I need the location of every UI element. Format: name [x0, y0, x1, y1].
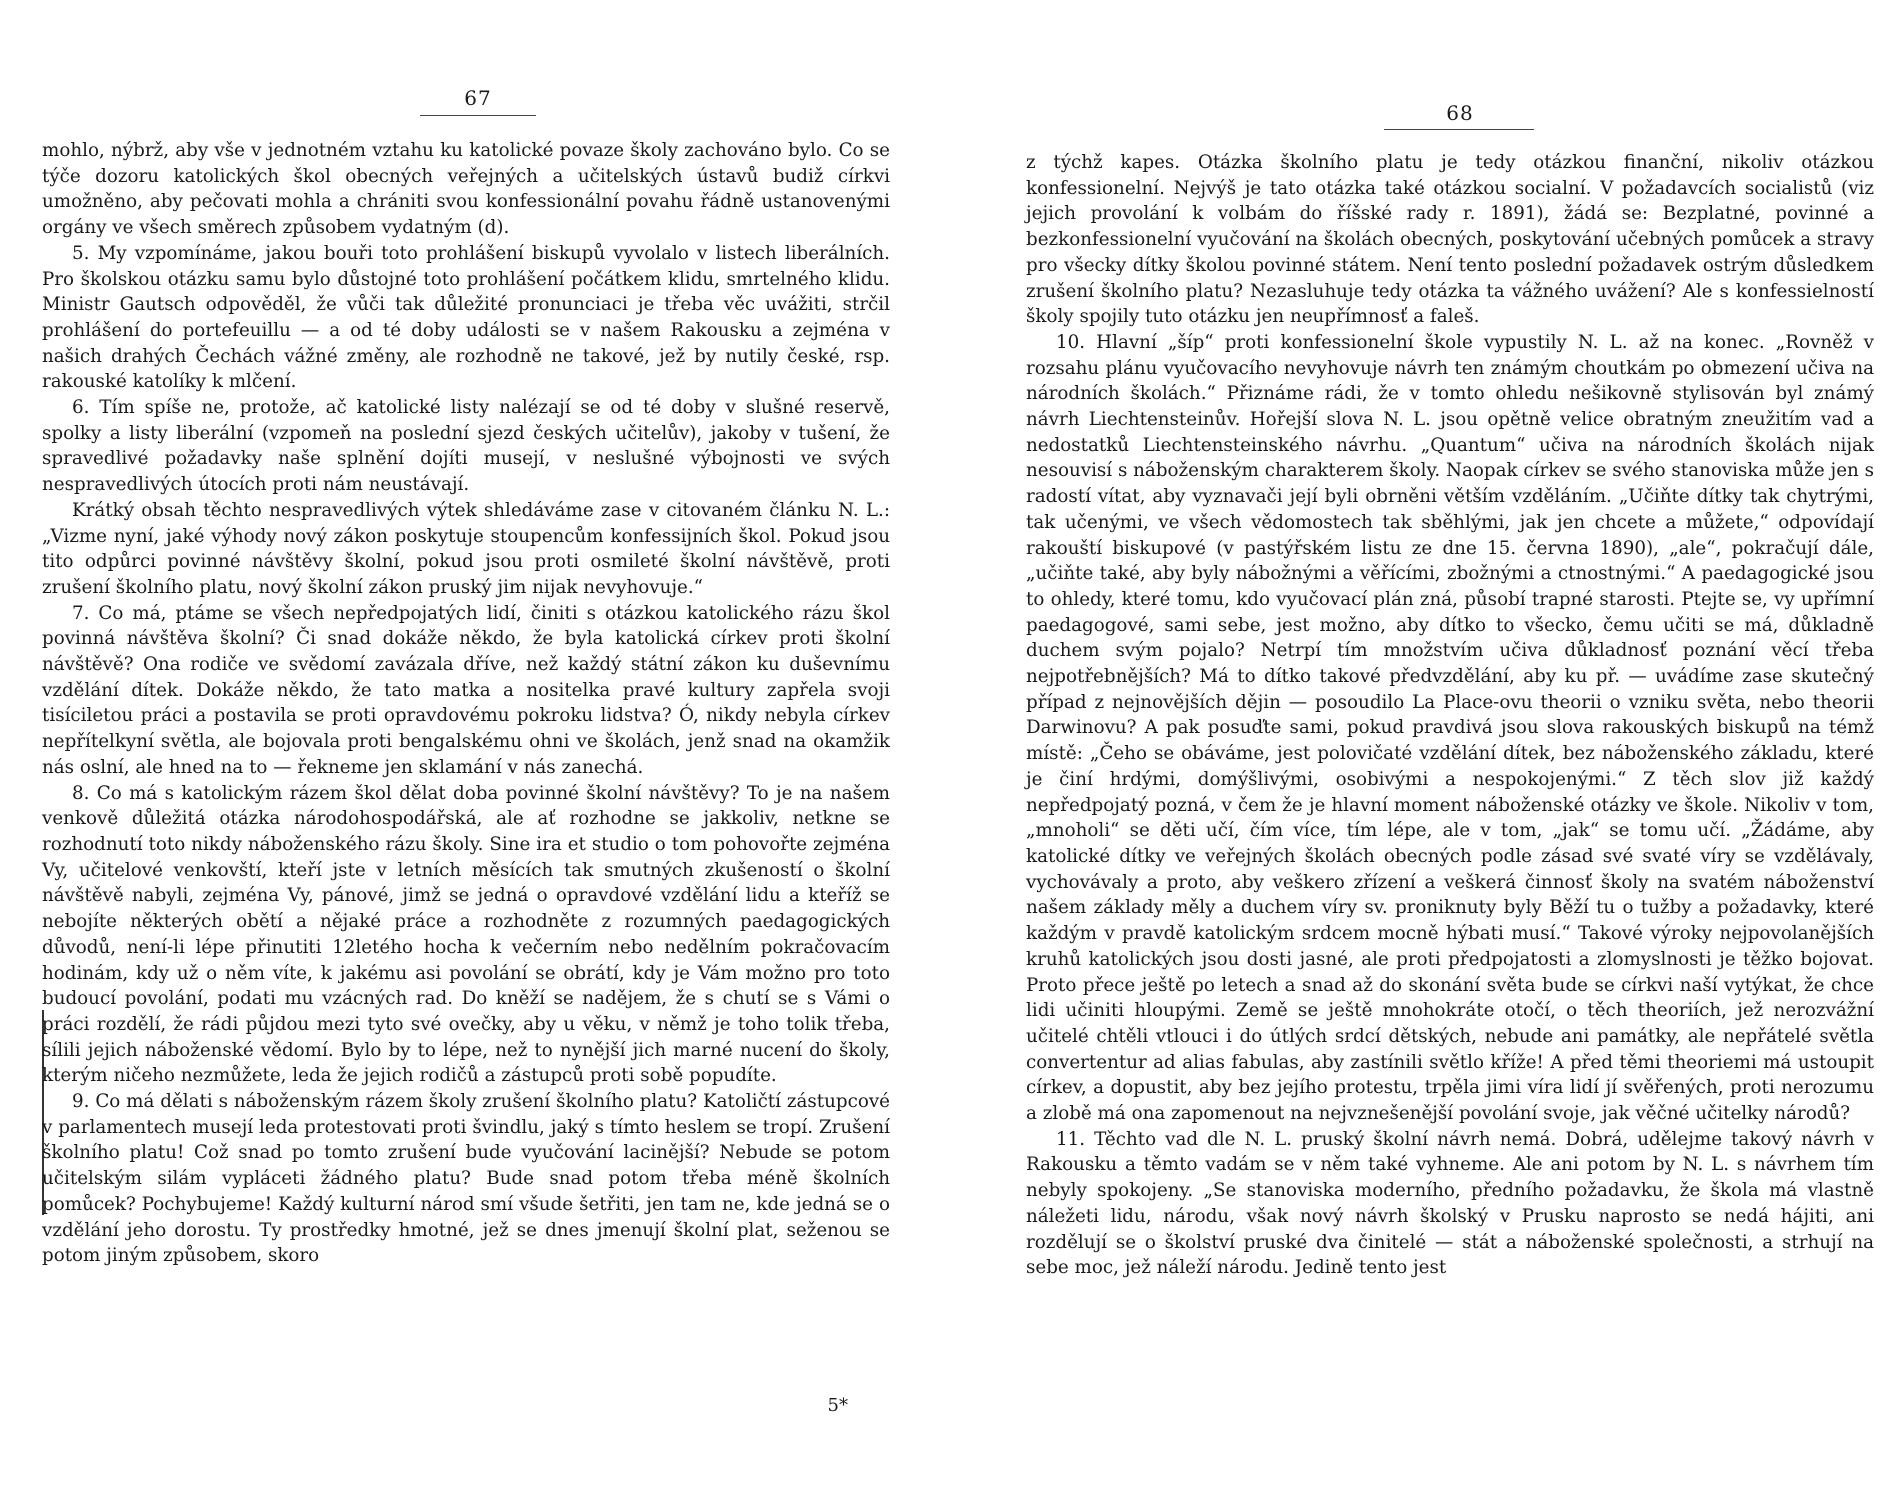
- paragraph: Krátký obsah těchto nespravedlivých výtek shledáváme zase v citovaném článku N. L.: „Vizme nyní, jaké výhody nový zákon poskytuje stoupencům konfessijních škol. Pokud jsou tito odpůrci povinné návštěvy školní, pokud jsou proti osmileté školní návštěvě, proti zrušení školního platu, nový školní zákon pruský jim nijak nevyhovuje.“: [42, 499, 890, 598]
- paragraph: z týchž kapes. Otázka školního platu je tedy otázkou finanční, nikoliv otázkou konfessionelní. Nejvýš je tato otázka také otázkou socialní. V požadavcích socialistů (viz jejich provolání k volbám do říšské rady r. 1891), žádá se: Bezplatné, povinné a bezkonfessionelní vyučování na školách obecných, poskytování učebných pomůcek a stravy pro všecky dítky školou povinné státem. Není tento poslední požadavek ostrým důsledkem zrušení školního platu? Nezasluhuje tedy otázka ta vážného uvážení? Ale s konfessielností školy spojily tuto otázku jen neupřímnosť a faleš.: [1026, 152, 1874, 328]
- paragraph: 9. Co má dělati s náboženským rázem školy zrušení školního platu? Katoličtí zástupcové v parlamentech musejí leda protestovati proti švindlu, jaký s tímto heslem se tropí. Zrušení školního platu! Což snad po tomto zrušení bude vyučování lacinější? Nebude se potom učitelským silám vypláceti žádného platu? Bude snad potom třeba méně školních pomůcek? Pochybujeme! Každý kulturní národ smí všude šetřiti, jen tam ne, kde jedná se o vzdělání jeho dorostu. Ty prostředky hmotné, jež se dnes jmenují školní plat, seženou se potom jiným způsobem, skoro: [42, 1091, 890, 1267]
- right-page: [948, 0, 1896, 1500]
- paragraph: 6. Tím spíše ne, protože, ač katolické listy nalézají se od té doby v slušné reservě, spolky a listy liberální (vzpomeň na poslední sjezd českých učitelův), jakoby v tušení, že spravedlivé požadavky naše splnění dojíti musejí, v neslušné výbojnosti ve svých nespravedlivých útocích proti nám neustávají.: [42, 397, 890, 496]
- folio-rule: [420, 115, 536, 116]
- paragraph: 8. Co má s katolickým rázem škol dělat doba povinné školní návštěvy? To je na našem venkově důležitá otázka národohospodářská, ale ať rozhodne se jakkoliv, netkne se rozhodnutí toto nikdy náboženského rázu školy. Sine ira et studio o tom pohovořte zejména Vy, učitelové venkovští, kteří jste v letních měsících tak smutných zkušeností o školní návštěvě nabyli, zejména Vy, pánové, jimž se jedná o opravdové vzdělání lidu a kteříž se nebojíte některých obětí a nějaké práce a rozhodněte z rozumných paedagogických důvodů, není-li lépe přinutiti 12letého hocha k večerním nebo nedělním pokračovacím hodinám, kdy už o něm víte, k jakému asi povolání se obrátí, kdy je Vám možno pro toto budoucí povolání, podati mu vzácných rad. Do kněží se nadějem, že s chutí se s Vámi o práci rozdělí, že rádi půjdou mezi tyto své ovečky, aby u věku, v němž je toho tolik třeba, sílili jejich náboženské vědomí. Bylo by to lépe, než to nynější jich marné nucení do školy, kterým ničeho nezmůžete, leda že jejich rodičů a zástupců proti sobě popudíte.: [42, 782, 890, 1087]
- paragraph: 11. Těchto vad dle N. L. pruský školní návrh nemá. Dobrá, udělejme takový návrh v Rakousku a těmto vadám se v něm také vyhneme. Ale ani potom by N. L. s návrhem tím nebyly spokojeny. „Se stanoviska moderního, předního požadavku, že škola má vlastně náležeti lidu, národu, však nový návrh školský v Prusku naprosto se nedá hájiti, ani rozdělují se o školství pruské dva činitelé — stát a náboženské společnosti, a strhují na sebe moc, jež náleží národu. Jedině tento jest: [1026, 1128, 1874, 1279]
- paragraph: 10. Hlavní „šíp“ proti konfessionelní škole vypustily N. L. až na konec. „Rovněž v rozsahu plánu vyučovacího nevyhovuje návrh ten známým choutkám po obmezení učiva na národních školách.“ Přiznáme rádi, že v tomto ohledu nešikovně stylisován byl známý návrh Liechtensteinův. Hořejší slova N. L. jsou opětně velice obratným zneužitím vad a nedostatků Liechtensteinského návrhu. „Quantum“ učiva na národních školách nijak nesouvisí s náboženským charakterem školy. Naopak církev se svého stanoviska může jen s radostí vítat, aby vyznavači její byli obrněni větším vzděláním. „Učiňte dítky tak chytrými, tak učenými, ve všech vědomostech tak sběhlými, jak jen chcete a můžete,“ odpovídají rakouští biskupové (v pastýřském listu ze dne 15. června 1890), „ale“, pokračují dále, „učiňte také, aby byly nábožnými a věřícími, zbožnými a ctnostnými.“ A paedagogické jsou to ohledy, které tomu, kdo vyučovací plán zná, působí trapné starosti. Ptejte se, vy upřímní paedagogové, sami sebe, jest možno, aby dítko to všecko, čemu učiti se má, důkladně duchem svým pojalo? Netrpí tím množstvím učiva důkladnosť poznání věcí třeba nejpotřebnějších? Má to dítko takové předvzdělání, aby ku př. — uvádíme zase skutečný případ z nejnovějších dějin — posoudilo La Place-ovu theorii o vzniku světa, nebo theorii Darwinovu? A pak posuďte sami, pokud pravdivá jsou slova rakouských biskupů na témž místě: „Čeho se obáváme, jest polovičaté vzdělání dítek, bez náboženského základu, které je činí hrdými, domýšlivými, osobivými a nespokojenými.“ Z těch slov již každý nepředpojatý pozná, v čem že je hlavní moment náboženské otázky ve škole. Nikoliv v tom, „mnoholi“ se děti učí, čím více, tím lépe, ale v tom, „jak“ se tomu učí. „Žádáme, aby katolické dítky ve veřejných školách obecných podle zásad své svaté víry se vzdělávaly, vychovávaly a proto, aby veškero zřízení a veškerá činnosť školy na svatém náboženství našem základy měly a duchem víry sv. proniknuty byly Běží tu o tužby a požadavky, které každým v pravdě katolickým srdcem mocně hýbati musí.“ Takové výroky nejpovolanějších kruhů katolických jsou dosti jasné, ale proti předpojatosti a zlomyslnosti je těžko bojovat. Proto přece ještě po letech a snad až do skonání světa bude se církvi naší vytýkat, že chce lidi učiniti hloupými. Země se ještě mnohokráte otočí, o těch theoriích, jež nerozvážní učitelé chtěli vtlouci i do útlých srdcí dětských, nebude ani památky, ale nepřátelé světla convertentur ad alias fabulas, aby zastínili světlo kříže! A před těmi theoriemi má ustoupit církev, a dopustit, aby bez jejího protestu, trpěla jimi víra lidí jí svěřených, proti nerozumu a zlobě má ona zapomenout na nejvznešenější povolání svoje, jak věčné učitelky národů?: [1026, 331, 1874, 1125]
- page-text: [42, 138, 890, 1269]
- page-number: 68: [1446, 101, 1474, 125]
- signature-mark: 5*: [827, 1395, 848, 1416]
- paragraph: 7. Co má, ptáme se všech nepředpojatých lidí, činiti s otázkou katolického rázu škol povinná návštěva školní? Či snad dokáže někdo, že byla katolická církev proti školní návštěvě? Ona rodiče ve svědomí zavázala dříve, než každý státní zákon ku duševnímu vzdělání dítek. Dokáže někdo, že tato matka a nositelka pravé kultury zapřela svoji tisíciletou práci a postavila se proti opravdovému pokroku lidstva? Ó, nikdy nebyla církev nepřítelkyní světla, ale bojovala proti bengalskému ohni ve školách, jenž snad na okamžik nás oslní, ale hned na to — řekneme jen sklamání v nás zanechá.: [42, 602, 890, 778]
- folio-rule: [1384, 129, 1534, 130]
- page-text: [1026, 150, 1874, 1281]
- paragraph: mohlo, nýbrž, aby vše v jednotném vztahu ku katolické povaze školy zachováno bylo. Co se týče dozoru katolických škol obecných veřejných a učitelských ústavů budiž církvi umožněno, aby pečovati mohla a chrániti svou konfessionální povahu řádně ustanovenými orgány ve všech směrech způsobem vydatným (d).: [42, 140, 890, 239]
- page-number: 67: [464, 86, 492, 110]
- paragraph: 5. My vzpomínáme, jakou bouři toto prohlášení biskupů vyvolalo v listech liberálních. Pro školskou otázku samu bylo důstojné toto prohlášení počátkem klidu, smrtelného klidu. Ministr Gautsch odpověděl, že vůči tak důležité pronunciaci je třeba věc uvážiti, strčil prohlášení do portefeuillu — a od té doby události se v našem Rakousku a zejména v našich drahých Čechách vážné změny, ale rozhodně ne takové, jež by nutily české, rsp. rakouské katolíky k mlčení.: [42, 242, 890, 393]
